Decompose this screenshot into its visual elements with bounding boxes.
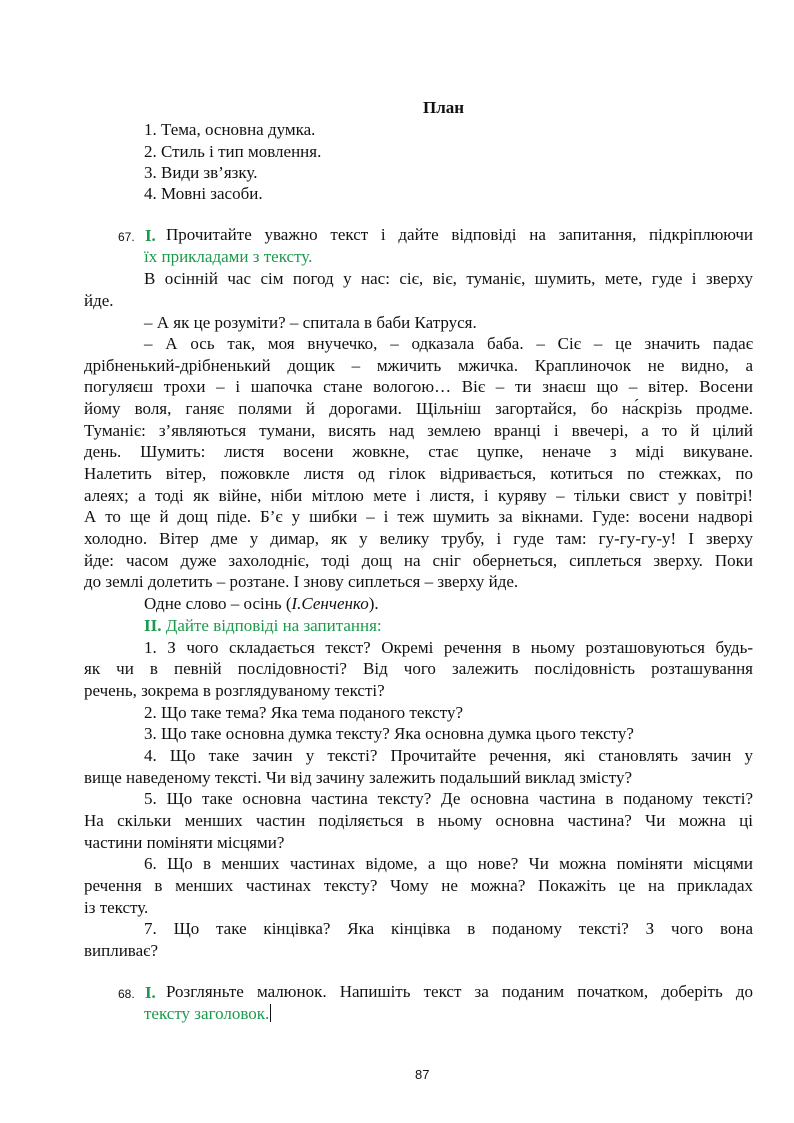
closing-text: Одне слово – осінь ( <box>144 594 292 613</box>
question-line: частини поміняти місцями? <box>84 833 285 852</box>
text-line: день. Шумить: листя восени жовкне, стає цупке, неначе з міді викуване. <box>84 442 753 461</box>
text-line: йде: часом дуже захолодніє, тоді дощ на сніг обернеться, сиплеться зверху. Поки <box>84 551 753 570</box>
part-2-heading <box>144 615 382 636</box>
question-line: вище наведеному тексті. Чи від зачину залежить подальший виклад змісту? <box>84 768 633 787</box>
text-line: до землі долетить – розтане. І знову сиплеться – зверху йде. <box>84 572 519 591</box>
text-line: А то ще й дощ піде. Б’є у шибки – і теж шумить за вікнами. Гуде: восени надворі <box>84 507 753 526</box>
text-line: Налетить вітер, пожовкле листя од гілок відривається, котиться по стежках, по <box>84 464 753 483</box>
closing-end: ). <box>368 594 379 613</box>
page-number: 87 <box>415 1067 430 1082</box>
plan-item: 2. Стиль і тип мовлення. <box>144 142 322 161</box>
text-line: – А ось так, моя внучечко, – одказала баба. – Сіє – це значить падає <box>144 334 753 353</box>
question-line: із тексту. <box>84 898 149 917</box>
part-label: II. <box>144 616 162 635</box>
part-2-task: Дайте відповіді на запитання: <box>165 616 382 635</box>
text-closing <box>144 593 379 614</box>
text-line: – А як це розуміти? – спитала в баби Катруся. <box>144 313 477 332</box>
question-line: 1. З чого складається текст? Окремі речення в ньому розташовуються будь- <box>144 638 753 657</box>
text-line: В осінній час сім погод у нас: сіє, віє, туманіє, шумить, мете, гуде і зверху <box>144 269 753 288</box>
exercise-number: 68. <box>118 987 135 1001</box>
text-line: йде. <box>84 291 114 310</box>
question-line: випливає? <box>84 941 158 960</box>
text-line: Туманіє: з’являються тумани, висять над землею вранці і ввечері, а то й цілий <box>84 421 753 440</box>
text-line: холодно. Вітер дме у димар, як у велику трубу, і гуде там: гу-гу-гу-у! І зверху <box>84 529 753 548</box>
question-line: 6. Що в менших частинах відоме, а що нове? Чи можна поміняти місцями <box>144 854 753 873</box>
question-line: 3. Що таке основна думка тексту? Яка основна думка цього тексту? <box>144 724 634 743</box>
question-line: речення в менших частинах тексту? Чому не можна? Покажіть це на прикладах <box>84 876 753 895</box>
question-line: 2. Що таке тема? Яка тема поданого тексту? <box>144 703 464 722</box>
text-line: йому воля, ганяє полями й дорогами. Щільніш загортайся, бо на́скрізь продме. <box>84 399 753 418</box>
question-line: речень, зокрема в розглядуваному тексті? <box>84 681 385 700</box>
plan-item: 1. Тема, основна думка. <box>144 120 316 139</box>
exercise-67-task-line: їх прикладами з тексту. <box>144 247 313 266</box>
question-line: 7. Що таке кінцівка? Яка кінцівка в поданому тексті? З чого вона <box>144 919 753 938</box>
text-line: погуляєш трохи – і шапочка стане вологою… Віє – ти знаєш що – вітер. Восени <box>84 377 753 396</box>
question-line: як чи в певній послідовності? Від чого залежить послідовність розташування <box>84 659 753 678</box>
exercise-68-task-line: тексту заголовок. <box>144 1004 270 1023</box>
question-line: На скільки менших частин поділяється в ньому основна частина? Чи можна ці <box>84 811 753 830</box>
part-label: I. <box>144 226 156 245</box>
exercise-number: 67. <box>118 230 135 244</box>
plan-item: 4. Мовні засоби. <box>144 184 263 203</box>
exercise-68-task-line: Розгляньте малюнок. Напишіть текст за поданим початком, доберіть до <box>166 982 753 1001</box>
question-line: 5. Що таке основна частина тексту? Де основна частина в поданому тексті? <box>144 789 753 808</box>
exercise-67-task-line: Прочитайте уважно текст і дайте відповіді на запитання, підкріплюючи <box>166 225 753 244</box>
text-cursor <box>270 1004 271 1022</box>
text-line: дрібненький-дрібненький дощик – мжичить мжичка. Краплиночок не видно, а <box>84 356 753 375</box>
part-label: I. <box>144 983 156 1002</box>
author: І.Сенченко <box>291 594 369 613</box>
exercise-67-heading <box>118 225 156 248</box>
text-line: алеях; а тоді як війне, ніби мітлою мете і листя, і куряву – тільки свист у повітрі! <box>84 486 753 505</box>
plan-title: План <box>423 98 465 117</box>
question-line: 4. Що таке зачин у тексті? Прочитайте речення, які становлять зачин у <box>144 746 753 765</box>
exercise-68-heading <box>118 982 156 1005</box>
plan-item: 3. Види зв’язку. <box>144 163 258 182</box>
exercise-68-task-line-wrap <box>144 1003 271 1024</box>
